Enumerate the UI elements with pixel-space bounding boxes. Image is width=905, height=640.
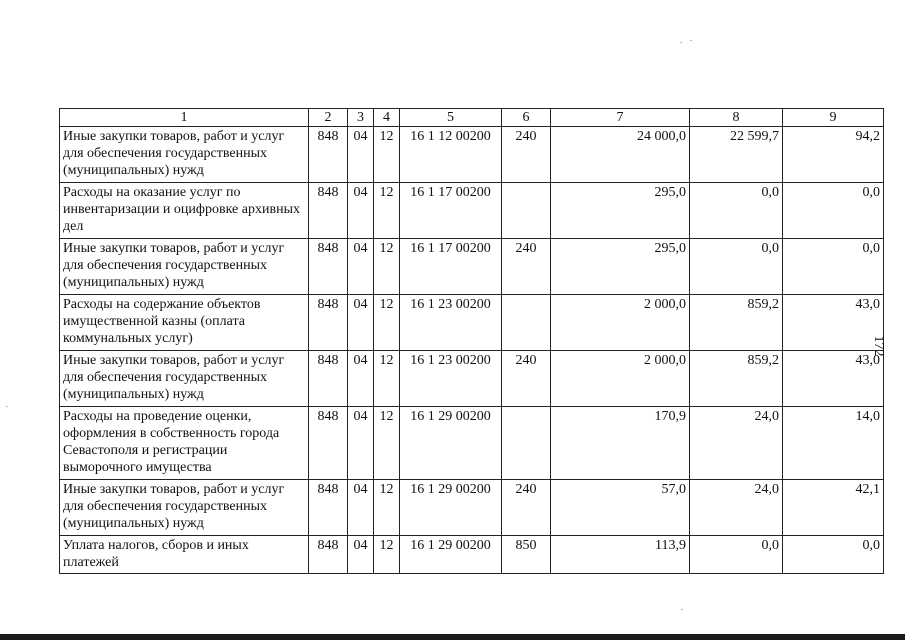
row-cell-col-5: 16 1 23 00200 — [400, 351, 502, 407]
row-cell-col-8: 24,0 — [690, 480, 783, 536]
row-cell-col-6: 240 — [502, 127, 551, 183]
row-cell-col-7: 170,9 — [551, 407, 690, 480]
row-cell-col-2: 848 — [309, 351, 348, 407]
row-cell-col-3: 04 — [348, 351, 374, 407]
scan-edge — [0, 634, 905, 640]
row-cell-col-4: 12 — [374, 183, 400, 239]
row-cell-col-3: 04 — [348, 536, 374, 574]
table-row — [60, 183, 884, 239]
row-cell-col-2: 848 — [309, 536, 348, 574]
row-cell-col-7: 57,0 — [551, 480, 690, 536]
row-cell-col-5: 16 1 29 00200 — [400, 536, 502, 574]
row-cell-col-4: 12 — [374, 351, 400, 407]
row-cell-col-3: 04 — [348, 239, 374, 295]
row-cell-col-9: 42,1 — [783, 480, 884, 536]
row-cell-col-6: 240 — [502, 480, 551, 536]
row-cell-col-6: 240 — [502, 351, 551, 407]
row-cell-col-9: 43,0 — [783, 295, 884, 351]
row-description: Расходы на оказание услуг по инвентаризации и оцифровке архивных дел — [60, 183, 309, 239]
row-cell-col-9: 14,0 — [783, 407, 884, 480]
row-cell-col-8: 22 599,7 — [690, 127, 783, 183]
header-col-1: 1 — [60, 109, 309, 127]
table-body — [60, 127, 884, 574]
row-cell-col-8: 0,0 — [690, 536, 783, 574]
row-cell-col-6: 240 — [502, 239, 551, 295]
row-description: Иные закупки товаров, работ и услуг для обеспечения государственных (муниципальных) нужд — [60, 480, 309, 536]
table-row — [60, 480, 884, 536]
row-cell-col-5: 16 1 12 00200 — [400, 127, 502, 183]
row-cell-col-5: 16 1 29 00200 — [400, 407, 502, 480]
row-cell-col-9: 0,0 — [783, 239, 884, 295]
row-cell-col-7: 2 000,0 — [551, 295, 690, 351]
row-cell-col-3: 04 — [348, 480, 374, 536]
row-cell-col-2: 848 — [309, 239, 348, 295]
header-col-8: 8 — [690, 109, 783, 127]
row-cell-col-4: 12 — [374, 536, 400, 574]
row-cell-col-3: 04 — [348, 407, 374, 480]
row-cell-col-5: 16 1 29 00200 — [400, 480, 502, 536]
header-col-7: 7 — [551, 109, 690, 127]
row-cell-col-3: 04 — [348, 295, 374, 351]
row-cell-col-7: 113,9 — [551, 536, 690, 574]
row-cell-col-2: 848 — [309, 480, 348, 536]
row-cell-col-8: 24,0 — [690, 407, 783, 480]
table-row — [60, 407, 884, 480]
row-cell-col-2: 848 — [309, 127, 348, 183]
row-cell-col-8: 0,0 — [690, 183, 783, 239]
row-cell-col-2: 848 — [309, 407, 348, 480]
table-row — [60, 351, 884, 407]
row-cell-col-6: 850 — [502, 536, 551, 574]
budget-table — [59, 108, 884, 574]
row-description: Иные закупки товаров, работ и услуг для обеспечения государственных (муниципальных) нужд — [60, 351, 309, 407]
header-col-5: 5 — [400, 109, 502, 127]
row-cell-col-7: 295,0 — [551, 183, 690, 239]
table-header-row — [60, 109, 884, 127]
table-row — [60, 295, 884, 351]
row-cell-col-9: 0,0 — [783, 183, 884, 239]
row-description: Расходы на содержание объектов имущественной казны (оплата коммунальных услуг) — [60, 295, 309, 351]
row-cell-col-2: 848 — [309, 295, 348, 351]
row-cell-col-7: 295,0 — [551, 239, 690, 295]
row-cell-col-9: 0,0 — [783, 536, 884, 574]
header-col-9: 9 — [783, 109, 884, 127]
row-cell-col-2: 848 — [309, 183, 348, 239]
row-cell-col-7: 24 000,0 — [551, 127, 690, 183]
row-description: Иные закупки товаров, работ и услуг для обеспечения государственных (муниципальных) нужд — [60, 239, 309, 295]
row-cell-col-8: 859,2 — [690, 295, 783, 351]
row-cell-col-8: 0,0 — [690, 239, 783, 295]
row-cell-col-6 — [502, 407, 551, 480]
row-cell-col-9: 43,0 — [783, 351, 884, 407]
row-cell-col-5: 16 1 23 00200 — [400, 295, 502, 351]
header-col-6: 6 — [502, 109, 551, 127]
table-row — [60, 127, 884, 183]
row-description: Иные закупки товаров, работ и услуг для обеспечения государственных (муниципальных) нужд — [60, 127, 309, 183]
row-cell-col-5: 16 1 17 00200 — [400, 183, 502, 239]
row-cell-col-9: 94,2 — [783, 127, 884, 183]
row-cell-col-4: 12 — [374, 407, 400, 480]
row-cell-col-4: 12 — [374, 480, 400, 536]
table-row — [60, 536, 884, 574]
table-row — [60, 239, 884, 295]
row-cell-col-8: 859,2 — [690, 351, 783, 407]
row-cell-col-4: 12 — [374, 127, 400, 183]
row-description: Расходы на проведение оценки, оформления в собственность города Севастополя и регистрации выморочного имущества — [60, 407, 309, 480]
header-col-4: 4 — [374, 109, 400, 127]
header-col-3: 3 — [348, 109, 374, 127]
row-description: Уплата налогов, сборов и иных платежей — [60, 536, 309, 574]
header-col-2: 2 — [309, 109, 348, 127]
row-cell-col-3: 04 — [348, 127, 374, 183]
row-cell-col-6 — [502, 183, 551, 239]
row-cell-col-3: 04 — [348, 183, 374, 239]
page-number: 172 — [871, 335, 886, 357]
row-cell-col-4: 12 — [374, 239, 400, 295]
row-cell-col-6 — [502, 295, 551, 351]
row-cell-col-7: 2 000,0 — [551, 351, 690, 407]
row-cell-col-4: 12 — [374, 295, 400, 351]
row-cell-col-5: 16 1 17 00200 — [400, 239, 502, 295]
